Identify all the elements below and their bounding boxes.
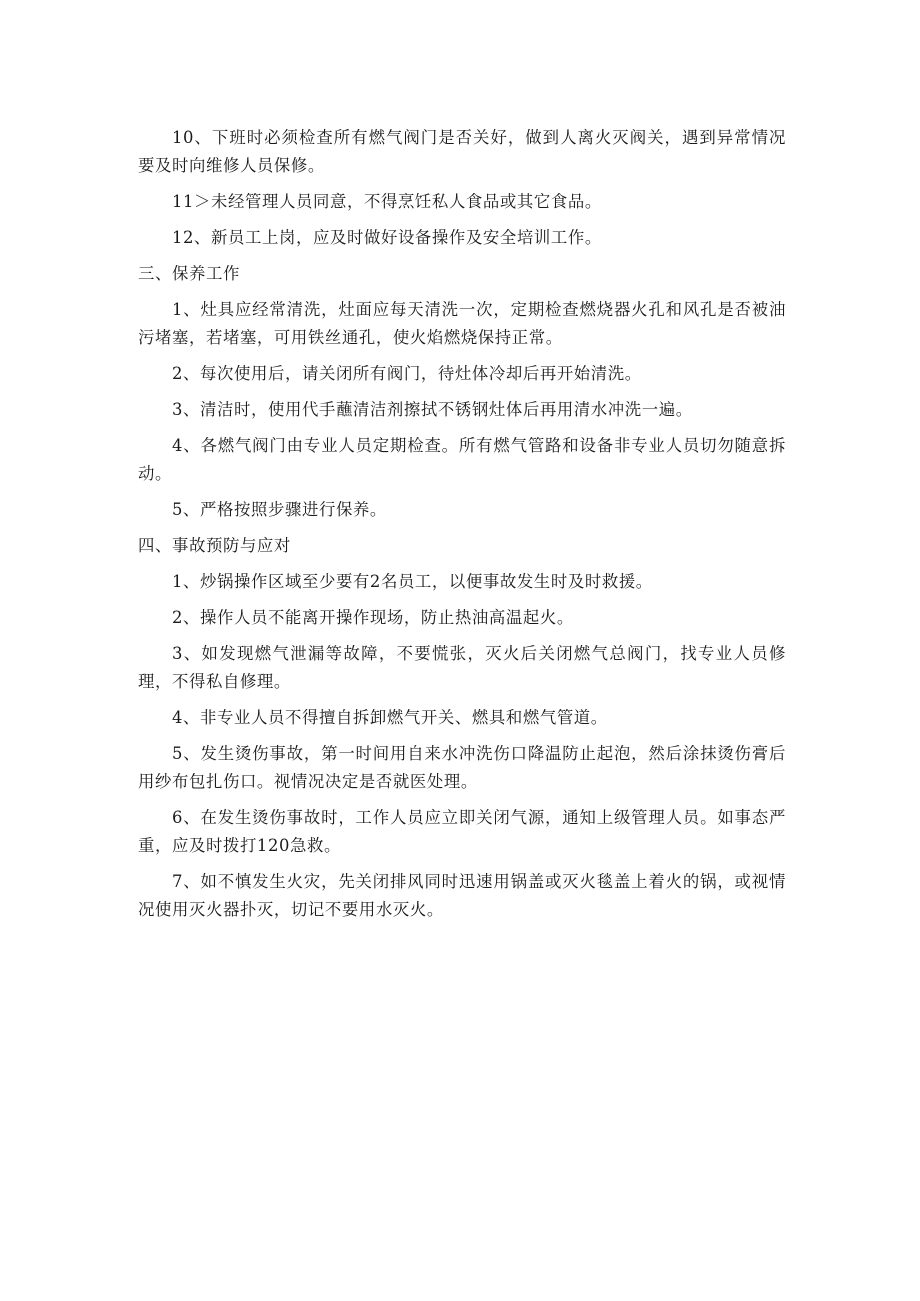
paragraph-accident-5: 5、发生烫伤事故，第一时间用自来水冲洗伤口降温防止起泡，然后涂抹烫伤膏后用纱布包扎伤口。视情况决定是否就医处理。 [138, 744, 786, 791]
paragraph-maintenance-1: 1、灶具应经常清洗，灶面应每天清洗一次，定期检查燃烧器火孔和风孔是否被油污堵塞，若堵塞，可用铁丝通孔，使火焰燃烧保持正常。 [138, 300, 786, 347]
paragraph-item-12: 12、新员工上岗，应及时做好设备操作及安全培训工作。 [172, 228, 602, 247]
paragraph-maintenance-3: 3、清洁时，使用代手蘸清洁剂擦拭不锈钢灶体后再用清水冲洗一遍。 [172, 400, 693, 419]
section-heading-accident-prevention: 四、事故预防与应对 [138, 536, 291, 555]
paragraph-accident-2: 2、操作人员不能离开操作现场，防止热油高温起火。 [172, 608, 574, 627]
paragraph-accident-1: 1、炒锅操作区域至少要有2名员工，以便事故发生时及时救援。 [172, 572, 653, 591]
paragraph-maintenance-5: 5、严格按照步骤进行保养。 [172, 500, 387, 519]
paragraph-accident-7: 7、如不慎发生火灾，先关闭排风同时迅速用锅盖或灭火毯盖上着火的锅，或视情况使用灭火器扑灭，切记不要用水灭火。 [138, 872, 786, 919]
paragraph-accident-6: 6、在发生烫伤事故时，工作人员应立即关闭气源，通知上级管理人员。如事态严重，应及时拨打120急救。 [138, 808, 786, 855]
paragraph-accident-3: 3、如发现燃气泄漏等故障，不要慌张，灭火后关闭燃气总阀门，找专业人员修理，不得私自修理。 [138, 644, 786, 691]
paragraph-maintenance-4: 4、各燃气阀门由专业人员定期检查。所有燃气管路和设备非专业人员切勿随意拆动。 [138, 436, 786, 483]
paragraph-accident-4: 4、非专业人员不得擅自拆卸燃气开关、燃具和燃气管道。 [172, 708, 608, 727]
paragraph-item-11: 11＞未经管理人员同意，不得烹饪私人食品或其它食品。 [172, 192, 602, 211]
paragraph-maintenance-2: 2、每次使用后，请关闭所有阀门，待灶体冷却后再开始清洗。 [172, 364, 642, 383]
section-heading-maintenance: 三、保养工作 [138, 264, 240, 283]
document-body [138, 124, 786, 932]
paragraph-item-10: 10、下班时必须检查所有燃气阀门是否关好，做到人离火灭阀关，遇到异常情况要及时向维修人员保修。 [138, 128, 786, 175]
